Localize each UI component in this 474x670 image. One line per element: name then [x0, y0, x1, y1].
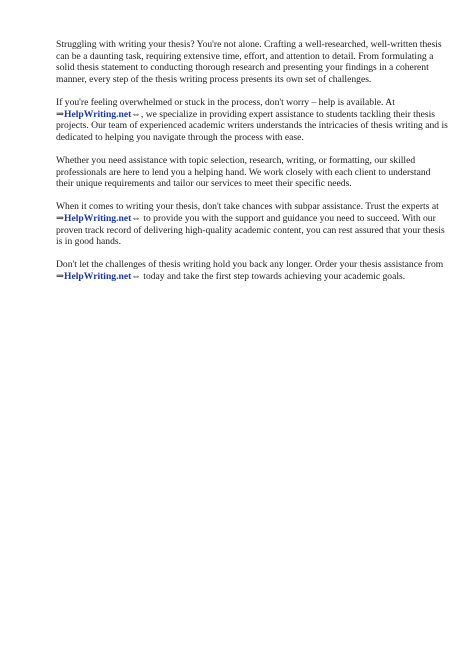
- left-right-arrow-icon: ⇔: [131, 270, 141, 282]
- paragraph-services-text: Whether you need assistance with topic selection, research, writing, or formatting, our skilled professionals are here to lend you a helping hand. We work closely with each client to understand their unique requirements and tailor our services to meet their specific needs.: [56, 154, 431, 190]
- left-right-arrow-icon: ⇔: [131, 212, 141, 224]
- right-arrow-icon: ⇒: [56, 108, 65, 120]
- paragraph-intro: [56, 39, 448, 85]
- paragraph-intro-text: Struggling with writing your thesis? You're not alone. Crafting a well-researched, well-written thesis can be a daunting task, requiring extensive time, effort, and attention to detail. From formulating a solid thesis statement to conducting thorough research and presenting your findings in a coherent manner, every step of the thesis writing process presents its own set of challenges.: [56, 39, 442, 85]
- paragraph-services: [56, 155, 448, 190]
- paragraph-trust-text-before: When it comes to writing your thesis, don't take chances with subpar assistance. Trust the experts at: [56, 201, 439, 213]
- document-body: [56, 39, 448, 294]
- paragraph-trust: [56, 201, 448, 247]
- paragraph-help-text-before: If you're feeling overwhelmed or stuck in the process, don't worry – help is available. At: [56, 96, 395, 108]
- paragraph-order-text-before: Don't let the challenges of thesis writing hold you back any longer. Order your thesis assistance from: [56, 259, 444, 271]
- paragraph-order: [56, 259, 448, 282]
- helpwriting-link[interactable]: HelpWriting.net: [64, 212, 132, 224]
- paragraph-help: [56, 97, 448, 143]
- helpwriting-link[interactable]: HelpWriting.net: [64, 270, 132, 282]
- helpwriting-link[interactable]: HelpWriting.net: [64, 108, 132, 120]
- right-arrow-icon: ⇒: [56, 212, 65, 224]
- paragraph-help-text-after: , we specialize in providing expert assistance to students tackling their thesis projects. Our team of experienced academic writers understands the intricacies of thesis writing and is dedicated to helping you navigate through the process with ease.: [56, 108, 448, 143]
- left-right-arrow-icon: ⇔: [131, 108, 141, 120]
- paragraph-trust-text-after: to provide you with the support and guidance you need to succeed. With our proven track record of delivering high-quality academic content, you can rest assured that your thesis is in good hands.: [56, 212, 445, 248]
- paragraph-order-text-after: today and take the first step towards achieving your academic goals.: [140, 270, 406, 282]
- right-arrow-icon: ⇒: [56, 270, 65, 282]
